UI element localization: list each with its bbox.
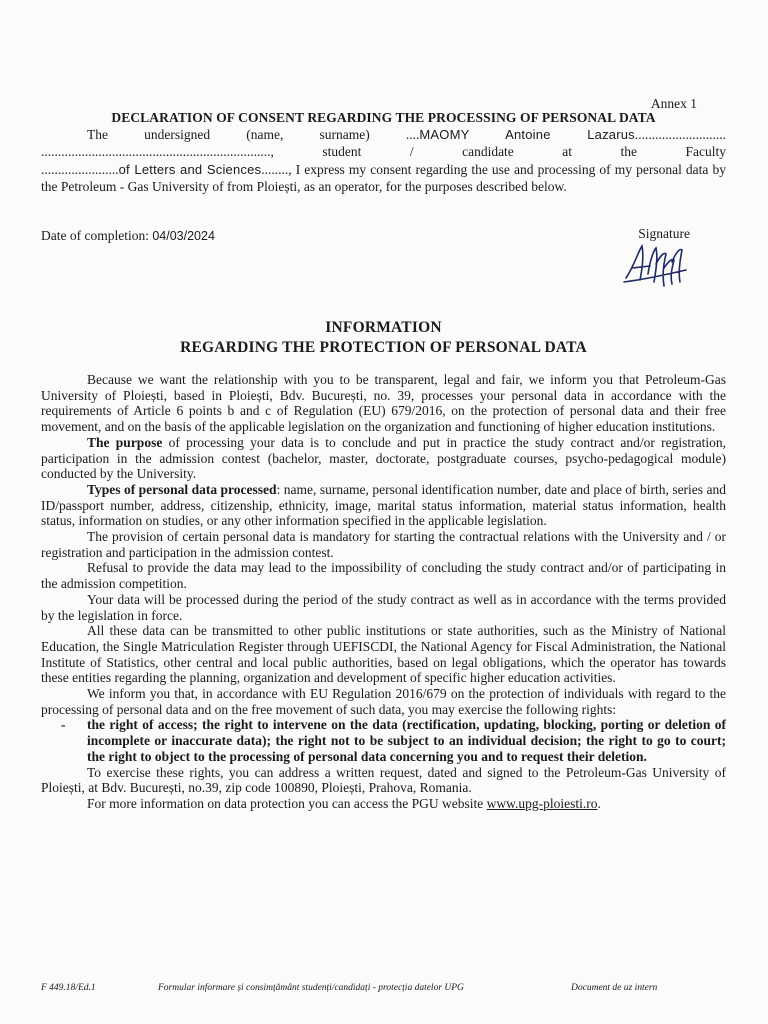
- declaration-body: [41, 126, 726, 195]
- website-link[interactable]: www.upg-ploiesti.ro: [486, 795, 598, 811]
- paragraph-exercise: To exercise these rights, you can address a written request, dated and signed to the Petroleum-Gas University of Ploiești, at Bdv. București, no.39, zip code 100890, Ploiești, Prahova, Romania.: [41, 764, 726, 796]
- declaration-title: DECLARATION OF CONSENT REGARDING THE PROCESSING OF PERSONAL DATA: [111, 110, 656, 125]
- information-title-line-1: INFORMATION: [325, 319, 442, 336]
- filled-faculty: of Letters and Sciences: [118, 161, 262, 177]
- footer-form-code: F 449.18/Ed.1: [41, 983, 96, 993]
- footer-form-title: Formular informare și consimțământ studenți/candidați - protecția datelor UPG: [158, 983, 464, 993]
- information-title-line-2: REGARDING THE PROTECTION OF PERSONAL DATA: [180, 338, 587, 356]
- types-heading: Types of personal data processed: [87, 481, 277, 497]
- undersigned-text: The undersigned (name, surname) ....: [87, 127, 420, 142]
- paragraph-refusal: Refusal to provide the data may lead to the impossibility of concluding the study contract and/or of participating in the admission competition.: [41, 560, 726, 592]
- information-title: [41, 318, 726, 357]
- rights-list-item: [41, 717, 726, 764]
- purpose-heading: The purpose: [87, 434, 163, 450]
- consent-text: ........, I express my consent regarding the use and processing of my personal data by the Petroleum - Gas University of from Ploiești, as an operator, for the purposes described below.: [41, 161, 726, 194]
- more-info-end: .: [597, 795, 601, 811]
- declaration-line-3: [41, 161, 726, 196]
- paragraph-relationship: Because we want the relationship with you to be transparent, legal and fair, we inform you that Petroleum-Gas University of Ploiești, based in Ploiești, Bdv. București, no. 39, processes your personal data in accordance with the requirements of Article 6 points b and c of Regulation (EU) 679/2016, on the protection of personal data and their free movement, and on the basis of the applicable legislation on the organization and functioning of higher education institutions.: [41, 372, 726, 435]
- footer-internal-note: Document de uz intern: [571, 983, 658, 993]
- name-dots: ...........................: [634, 127, 726, 142]
- rights-bullet: -: [61, 717, 66, 733]
- paragraph-more-info: [41, 796, 726, 812]
- annex-label: Annex 1: [650, 96, 697, 111]
- paragraph-purpose: [41, 435, 726, 482]
- information-body: [41, 372, 726, 812]
- rights-text: the right of access; the right to intervene on the data (rectification, updating, blocking, porting or deletion of incomplete or inaccurate data); the right not to be subject to an individual decision; the right to go to court; the right to object to the processing of personal data concerning you and to request their deletion.: [87, 717, 726, 764]
- signature-mark: [620, 240, 690, 292]
- faculty-dots: .......................: [41, 161, 119, 177]
- signature-label: Signature: [638, 226, 690, 241]
- declaration-line-1: [41, 126, 726, 143]
- page-footer: [41, 983, 681, 997]
- more-info-text: For more information on data protection you can access the PGU website: [87, 795, 487, 811]
- types-text: : name, surname, personal identification number, date and place of birth, series and ID/passport number, address, citizenship, ethnicity, image, marital status information, material status information, health status, information on studies, or any other information specified in the applicable legislation.: [41, 481, 726, 529]
- purpose-text: of processing your data is to conclude and put in practice the study contract and/or registration, participation in the admission contest (bachelor, master, doctorate, postgraduate courses, psycho-pedagogical module) conducted by the University.: [41, 434, 726, 482]
- paragraph-types: [41, 482, 726, 529]
- paragraph-mandatory: The provision of certain personal data is mandatory for starting the contractual relations with the University and / or registration and participation in the admission contest.: [41, 529, 726, 560]
- paragraph-transmission: All these data can be transmitted to other public institutions or state authorities, such as the Ministry of National Education, the Single Matriculation Register through UEFISCDI, the National Agency for Fiscal Administration, the National Institute of Statistics, other central and local public authorities, based on legal obligations, which the operator has towards these entities regarding the planning, organization and development of specific higher education activities.: [41, 623, 726, 686]
- date-of-completion: [41, 228, 215, 244]
- paragraph-regulation: We inform you that, in accordance with EU Regulation 2016/679 on the protection of individuals with regard to the processing of personal data and on the free movement of such data, you may exercise the following rights:: [41, 686, 726, 717]
- date-label: Date of completion:: [41, 228, 149, 243]
- filled-name: MAOMY Antoine Lazarus: [419, 127, 635, 142]
- date-value: 04/03/2024: [152, 229, 215, 243]
- paragraph-duration: Your data will be processed during the period of the study contract as well as in accordance with the terms provided by the legislation in force.: [41, 591, 726, 623]
- declaration-line-2: ...................................................................., student / candidate at the Faculty: [41, 144, 726, 160]
